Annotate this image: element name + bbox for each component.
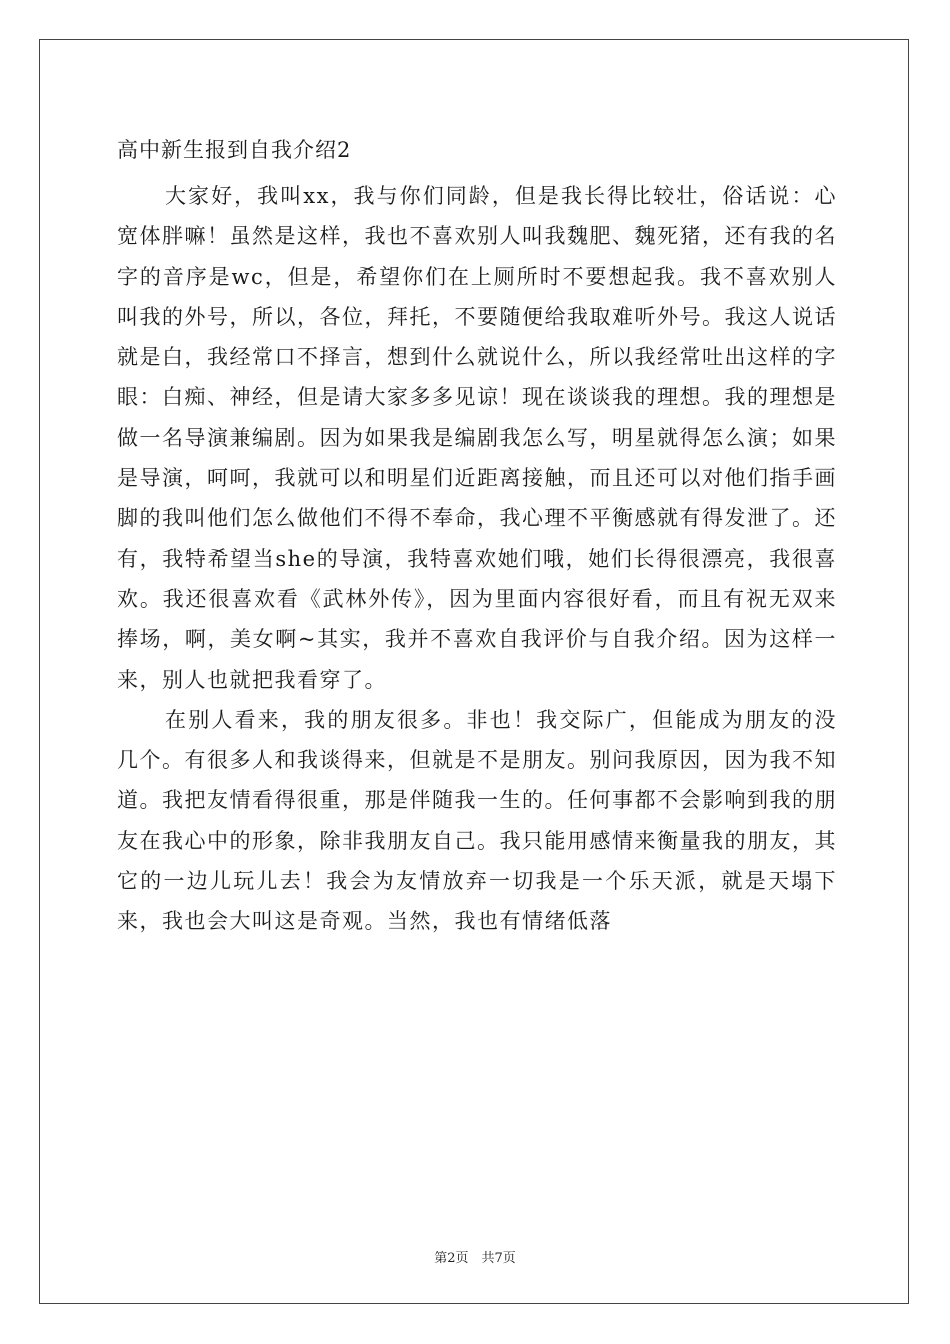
page-number-footer: 第2页 共7页 (434, 1251, 516, 1266)
paragraph-2: 在别人看来，我的朋友很多。非也！我交际广，但能成为朋友的没几个。有很多人和我谈得来，但就是不是朋友。别问我原因，因为我不知道。我把友情看得很重，那是伴随我一生的。任何事都不会影响到我的朋友在我心中的形象，除非我朋友自己。我只能用感情来衡量我的朋友，其它的一边儿玩儿去！我会为友情放弃一切我是一个乐天派，就是天塌下来，我也会大叫这是奇观。当然，我也有情绪低落 (117, 707, 837, 934)
document-title: 高中新生报到自我介绍2 (117, 138, 352, 162)
paragraph-1: 大家好，我叫xx，我与你们同龄，但是我长得比较壮，俗话说：心宽体胖嘛！虽然是这样，我也不喜欢别人叫我魏肥、魏死猪，还有我的名字的音序是wc，但是，希望你们在上厕所时不要想起我。我不喜欢别人叫我的外号，所以，各位，拜托，不要随便给我取难听外号。我这人说话就是白，我经常口不择言，想到什么就说什么，所以我经常吐出这样的字眼：白痴、神经，但是请大家多多见谅！现在谈谈我的理想。我的理想是做一名导演兼编剧。因为如果我是编剧我怎么写，明星就得怎么演；如果是导演，呵呵，我就可以和明星们近距离接触，而且还可以对他们指手画脚的我叫他们怎么做他们不得不奉命，我心理不平衡感就有得发泄了。还有，我特希望当she的导演，我特喜欢她们哦，她们长得很漂亮，我很喜欢。我还很喜欢看《武林外传》，因为里面内容很好看，而且有祝无双来捧场，啊，美女啊~其实，我并不喜欢自我评价与自我介绍。因为这样一来，别人也就把我看穿了。 (117, 184, 837, 692)
document-body (117, 130, 837, 942)
